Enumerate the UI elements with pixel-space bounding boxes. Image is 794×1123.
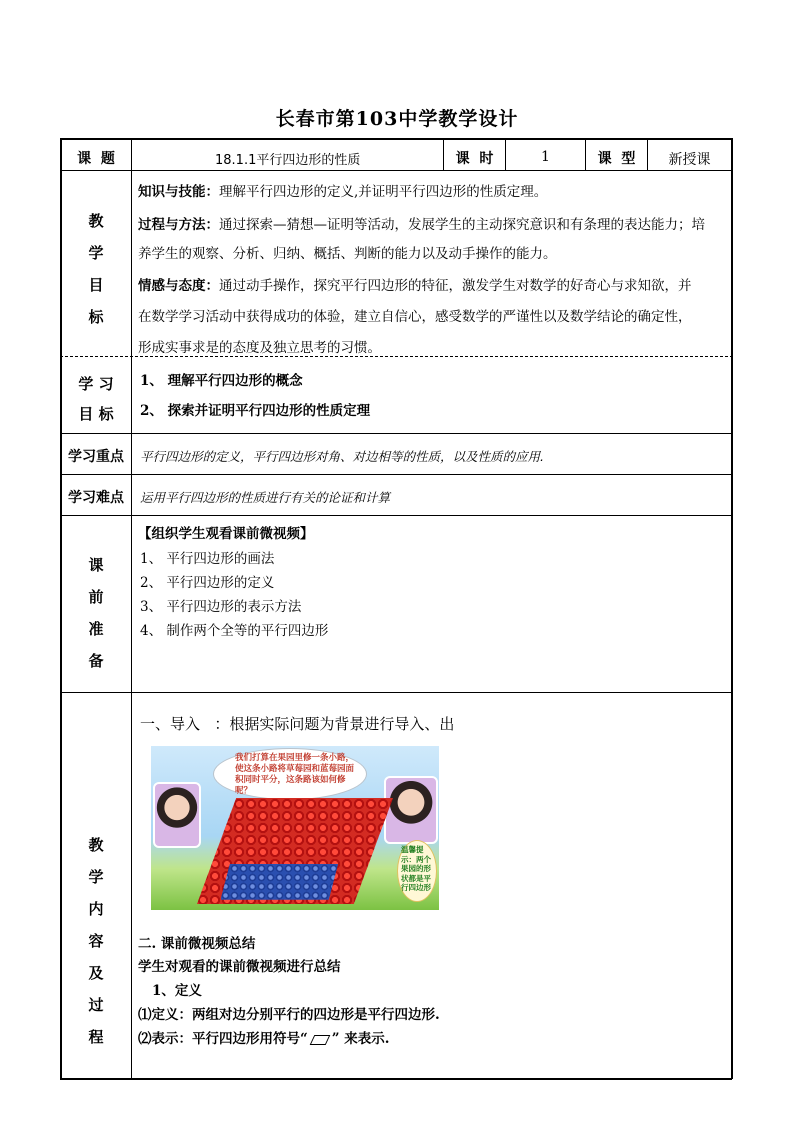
content-label-4: 容	[88, 932, 104, 950]
learning-goals-label-1: 学 习	[78, 375, 114, 393]
blueberry-field	[221, 864, 339, 900]
difficulties-label: 学习难点	[68, 490, 124, 506]
type-label: 课 型	[597, 151, 636, 167]
definition-heading: 1、定义	[152, 983, 202, 999]
emotion-line-1	[138, 274, 692, 294]
header-row-divider	[60, 170, 732, 171]
key-points-label: 学习重点	[68, 449, 124, 465]
key-points-value: 平行四边形的定义，平行四边形对角、对边相等的性质，以及性质的应用.	[140, 449, 544, 464]
definition-2-post: ” 来表示.	[331, 1031, 390, 1047]
prep-item-4: 4、 制作两个全等的平行四边形	[140, 623, 329, 639]
orchard-illustration	[151, 746, 439, 910]
topic-label: 课 题	[77, 151, 115, 167]
topic-value: 18.1.1平行四边形的性质	[215, 153, 361, 168]
process-head: 过程与方法：	[138, 217, 219, 233]
content-label-6: 过	[88, 996, 104, 1014]
tip-text: 温馨提示：两个果园的形状都是平行四边形	[401, 845, 431, 892]
row-divider-learning	[60, 433, 732, 434]
row-divider-prep	[60, 692, 732, 693]
definition-2-pre: ⑵表示：平行四边形用符号“	[138, 1031, 308, 1047]
table-border-bottom	[60, 1078, 732, 1080]
teaching-goals-label-2: 学	[88, 244, 104, 262]
knowledge-body: 理解平行四边形的定义,并证明平行四边形的性质定理。	[219, 184, 548, 200]
row-divider-goals	[60, 356, 732, 357]
row-divider-key	[60, 474, 732, 475]
knowledge-head: 知识与技能：	[138, 184, 219, 200]
hours-label: 课 时	[455, 151, 494, 167]
emotion-head: 情感与态度：	[138, 278, 219, 294]
intro-line	[140, 713, 454, 734]
bubble-text: 我们打算在果园里修一条小路，使这条小路将草莓园和蓝莓园面积同时平分，这条路该如何修呢？	[235, 753, 355, 796]
section-2-sub: 学生对观看的课前微视频进行总结	[138, 959, 341, 975]
emotion-body-1: 通过动手操作，探究平行四边形的特征，激发学生对数学的好奇心与求知欲，并	[219, 278, 692, 294]
hours-value: 1	[541, 149, 550, 165]
content-label-7: 程	[88, 1028, 104, 1046]
emotion-line-3: 形成实事求是的态度及独立思考的习惯。	[138, 340, 381, 356]
teaching-goals-label-4: 标	[88, 308, 104, 326]
definition-1: ⑴定义：两组对边分别平行的四边形是平行四边形.	[138, 1007, 440, 1023]
prep-item-3: 3、 平行四边形的表示方法	[140, 599, 302, 615]
prep-label-2: 前	[88, 588, 104, 606]
teaching-goals-label-3: 目	[88, 276, 104, 294]
page-title: 长春市第103中学教学设计	[275, 108, 519, 130]
content-label-1: 教	[88, 836, 104, 854]
emotion-line-2: 在数学学习活动中获得成功的体验，建立自信心，感受数学的严谨性以及数学结论的确定性，	[138, 309, 692, 325]
definition-2	[138, 1027, 389, 1047]
content-label-2: 学	[88, 868, 104, 886]
prep-heading: 【组织学生观看课前微视频】	[138, 526, 314, 542]
learning-goal-2: 2、 探索并证明平行四边形的性质定理	[140, 403, 371, 419]
prep-label-1: 课	[88, 556, 104, 574]
orchard-field	[197, 798, 393, 904]
difficulties-value: 运用平行四边形的性质进行有关的论证和计算	[140, 490, 391, 505]
parallelogram-symbol-icon	[309, 1035, 330, 1045]
content-label-3: 内	[88, 900, 104, 918]
knowledge-line	[138, 180, 547, 200]
prep-label-3: 准	[88, 620, 104, 638]
process-line-1	[138, 213, 705, 233]
row-divider-difficulty	[60, 515, 732, 516]
table-border-right	[731, 138, 733, 1079]
process-line-2: 养学生的观察、分析、归纳、概括、判断的能力以及动手操作的能力。	[138, 246, 557, 262]
content-label-5: 及	[88, 964, 104, 982]
prep-label-4: 备	[88, 652, 104, 670]
prep-item-2: 2、 平行四边形的定义	[140, 575, 275, 591]
intro-heading: 一、导入	[140, 715, 201, 733]
table-border-top	[60, 138, 732, 140]
teaching-goals-label-1: 教	[88, 212, 104, 230]
prep-item-1: 1、 平行四边形的画法	[140, 551, 275, 567]
label-column-divider	[131, 138, 132, 1079]
learning-goal-1: 1、 理解平行四边形的概念	[140, 373, 303, 389]
learning-goals-label-2: 目 标	[78, 405, 114, 423]
intro-body: ：根据实际问题为背景进行导入、出	[214, 715, 455, 733]
process-body-1: 通过探索—猜想—证明等活动，发展学生的主动探究意识和有条理的表达能力；培	[219, 217, 705, 233]
section-2-heading: 二. 课前微视频总结	[138, 936, 256, 952]
type-value: 新授课	[668, 152, 711, 168]
teacher-photo-left	[153, 782, 201, 848]
